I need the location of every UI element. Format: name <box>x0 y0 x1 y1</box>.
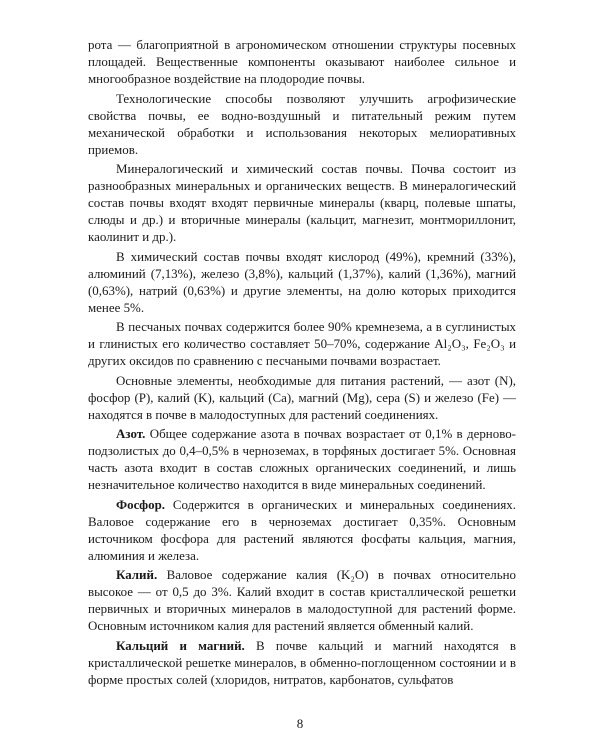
paragraph-4-text: В химический состав почвы входят кислород (49%), кремний (33%), алюминий (7,13%), железо (3,8%), кальций (1,37%), калий (1,36%), магний (0,63%), натрий (0,63%) и другие элементы, на долю которых приходится менее 5%. <box>88 248 516 315</box>
paragraph-5 <box>88 318 516 369</box>
paragraph-6-text: Основные элементы, необходимые для питания растений, — азот (N), фосфор (P), калий (K), кальций (Ca), магний (Mg), сера (S) и железо (Fe) — находятся в почве в малодоступных для растений соединениях. <box>88 372 516 422</box>
paragraph-8-text: Содержится в органических и минеральных соединениях. Валовое содержание его в черноземах достигает 0,35%. Основным источником фосфора для растений являются фосфаты кальция, магния, алюминия и железа. <box>88 496 516 563</box>
paragraph-9-text: Валовое содержание калия (K₂O) в почвах относительно высокое — от 0,5 до 3%. Калий входит в состав кристаллической решетки первичных и вторичных минералов в малодоступной для растений форме. Основным источником калия для растений является обменный калий. <box>88 567 516 633</box>
paragraph-2 <box>88 90 516 158</box>
paragraph-8 <box>88 496 516 564</box>
paragraph-6 <box>88 372 516 423</box>
paragraph-3-text: Минералогический и химический состав почвы. Почва состоит из разнообразных минеральных и органических веществ. В минералогический состав почвы входят входят первичные минералы (кварц, полевые шпаты, слюды и др.) и вторичные минералы (кальцит, магнезит, монтмориллонит, каолинит и др.). <box>88 161 516 244</box>
paragraph-10 <box>88 637 516 688</box>
paragraph-3 <box>88 160 516 245</box>
page-body <box>88 36 516 690</box>
paragraph-10-lead: Кальций и магний. <box>116 637 245 653</box>
paragraph-1-text: рота — благоприятной в агрономическом отношении структуры посевных площадей. Вещественные компоненты оказывают наиболее сильное и многообразное воздействие на плодородие почвы. <box>88 37 516 86</box>
paragraph-9 <box>88 566 516 634</box>
paragraph-7-text: Общее содержание азота в почвах возрастает от 0,1% в дерново-подзолистых до 0,4–0,5% в черноземах, в торфяных достигает 5%. Основная часть азота входит в состав сложных органических соединений, и лишь незначительное количество находится в виде минеральных соединений. <box>88 426 516 492</box>
paragraph-1 <box>88 36 516 87</box>
paragraph-8-lead: Фосфор. <box>116 496 166 512</box>
paragraph-10-text: В почве кальций и магний находятся в кристаллической решетке минералов, в обменно-поглощенном состоянии и в форме простых солей (хлоридов, нитратов, карбонатов, сульфатов <box>88 637 516 687</box>
paragraph-7 <box>88 425 516 493</box>
paragraph-9-lead: Калий. <box>116 567 158 582</box>
paragraph-2-text: Технологические способы позволяют улучшить агрофизические свойства почвы, ее водно-воздушный и питательный режим путем механической обработки и использования некоторых мелиоративных приемов. <box>88 90 516 157</box>
paragraph-4 <box>88 248 516 316</box>
page-number: 8 <box>296 716 304 731</box>
paragraph-7-lead: Азот. <box>116 426 146 441</box>
paragraph-5-text: В песчаных почвах содержится более 90% кремнезема, а в суглинистых и глинистых его количество составляет 50–70%, содержание Al₂O₃, Fe₂O₃ и других оксидов по сравнению с песчаными почвами возрастает. <box>88 319 516 368</box>
